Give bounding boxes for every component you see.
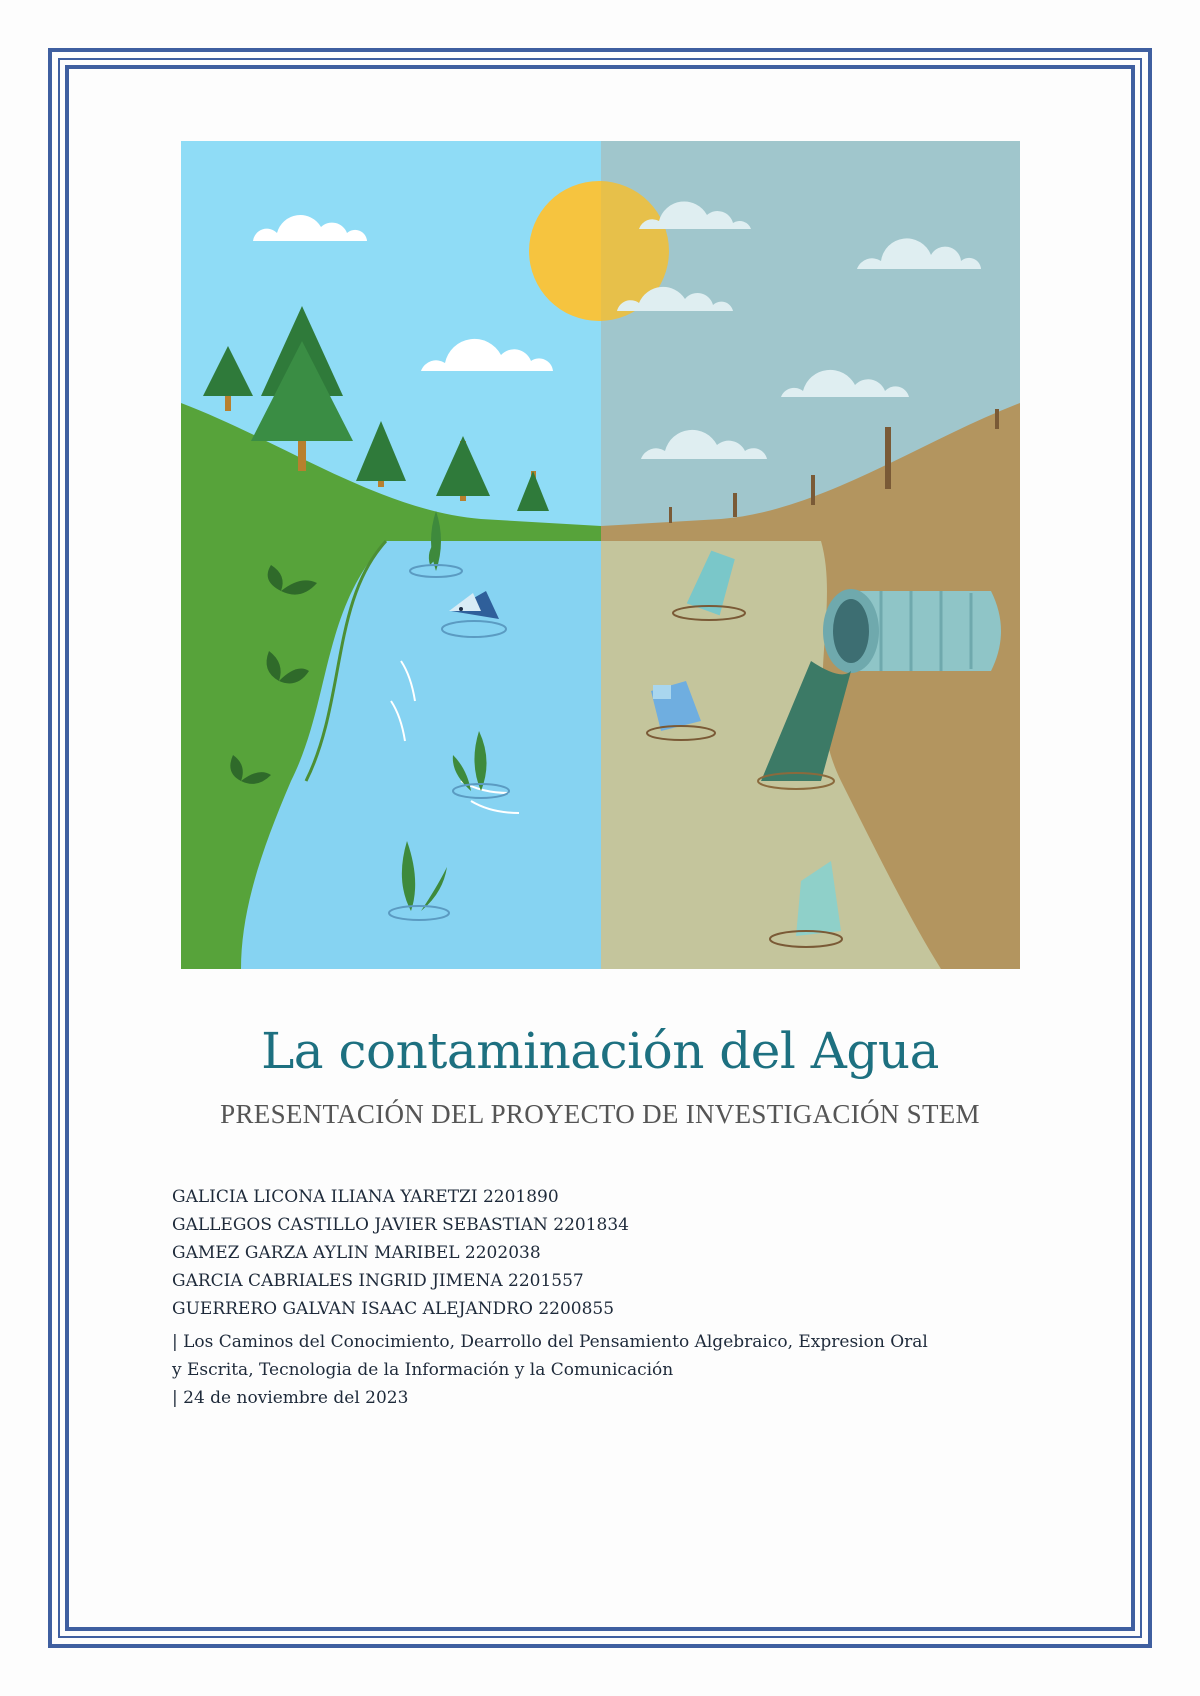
document-subtitle: PRESENTACIÓN DEL PROYECTO DE INVESTIGACIÓN STEM xyxy=(220,1099,980,1129)
author-line: GALICIA LICONA ILIANA YARETZI 2201890 xyxy=(172,1187,559,1207)
author-line: GARCIA CABRIALES INGRID JIMENA 2201557 xyxy=(172,1271,584,1291)
cover-illustration xyxy=(181,141,1020,969)
author-list xyxy=(172,1183,1032,1323)
author-line: GALLEGOS CASTILLO JAVIER SEBASTIAN 2201834 xyxy=(172,1215,629,1235)
course-line: | Los Caminos del Conocimiento, Dearrollo del Pensamiento Algebraico, Expresion Oral xyxy=(172,1332,928,1352)
course-list xyxy=(172,1328,1032,1384)
author-line: GUERRERO GALVAN ISAAC ALEJANDRO 2200855 xyxy=(172,1299,615,1319)
document-date: | 24 de noviembre del 2023 xyxy=(172,1388,409,1408)
course-line: y Escrita, Tecnologia de la Información y la Comunicación xyxy=(172,1360,674,1380)
document-title: La contaminación del Agua xyxy=(261,1022,939,1080)
author-line: GAMEZ GARZA AYLIN MARIBEL 2202038 xyxy=(172,1243,541,1263)
